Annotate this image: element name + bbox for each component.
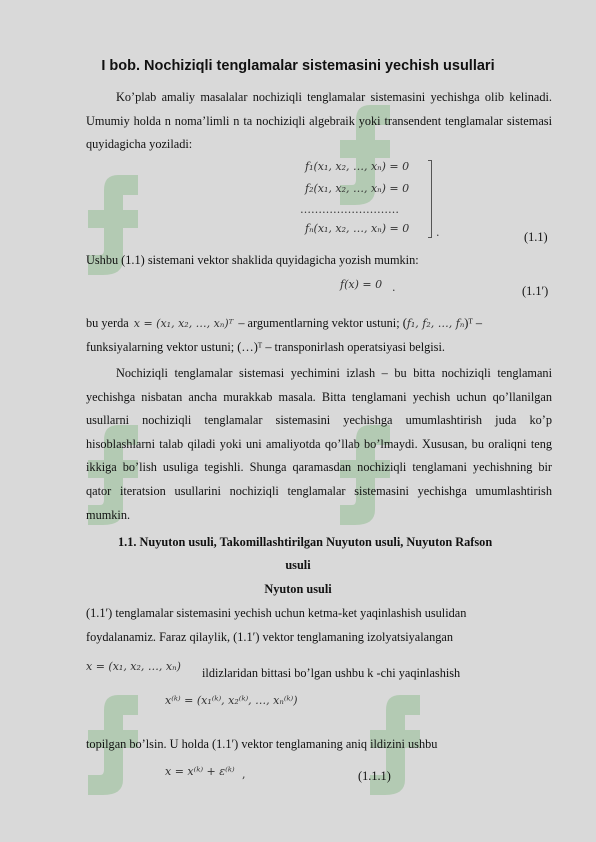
equation-row-n: fₙ(x₁, x₂, …, xₙ) = 0 (305, 222, 410, 235)
definition-line (86, 316, 482, 331)
equation-number: (1.1) (524, 230, 548, 244)
chapter-title: I bob. Nochiziqli tenglamalar sistemasini yechish usullari (101, 58, 495, 74)
paragraph-newton-1: (1.1′) tenglamalar sistemasini yechish uchun ketma-ket yaqinlashish usulidan (86, 606, 467, 620)
exact-root-formula: x = x⁽ᵏ⁾ + ε⁽ᵏ⁾ (165, 765, 235, 778)
definition-prefix: bu yerda (86, 316, 129, 330)
equation-row-dots: ……………………… (300, 203, 399, 216)
equation-number: (1.1′) (522, 284, 549, 298)
paragraph-newton-3: ildizlaridan bittasi bo’lgan ushbu k -chi yaqinlashish (202, 666, 461, 680)
vector-equation: f(x) = 0 (340, 278, 383, 291)
vector-f-formula: f₁, f₂, …, fₙ (406, 317, 465, 330)
definition-line-2: funksiyalarning vektor ustuni; (…)ᵀ – transponirlash operatsiyasi belgisi. (86, 340, 445, 354)
paragraph-newton-2: foydalanamiz. Faraz qilaylik, (1.1′) vektor tenglamaning izolyatsiyalangan (86, 630, 454, 644)
formula-comma: , (242, 768, 246, 781)
system-brace (428, 160, 432, 238)
definition-suffix: )ᵀ – (464, 316, 483, 330)
equation-dot: . (436, 226, 440, 239)
equation-number: (1.1.1) (358, 769, 391, 783)
subsection-title: Nyuton usuli (264, 582, 332, 596)
paragraph-intro: Ko’plab amaliy masalalar nochiziqli tenglamalar sistemasini yechishga olib kelinadi. Umumiy holda n noma’limli n ta nochiziqli algebraik yoki transendent tenglamalar sistemasi quyidagicha yoziladi: (86, 90, 552, 152)
paragraph-vector-form: Ushbu (1.1) sistemani vektor shaklida quyidagicha yozish mumkin: (86, 253, 419, 267)
section-heading-cont: usuli (285, 558, 311, 572)
vector-equation-dot: . (392, 281, 396, 294)
definition-mid: – argumentlarning vektor ustuni; ( (238, 316, 407, 330)
paragraph-methods: Nochiziqli tenglamalar sistemasi yechimini izlash – bu bitta nochiziqli tenglamani yechishga nisbatan ancha murakkab masala. Bitta tenglamani yechish uchun qo’llanilgan usullarni nochiziqli tenglamalar sistemasini yechishga umumlashtirish juda ko’p hisoblashlarni talab qiladi yoki uni amaliyotda qo’llab bo’lmaydi. Xususan, bu oraliqni teng ikkiga bo’lish usuliga tegishli. Shunga qaramasdan nochiziqli tenglamani yechishning bir qator iteratsion usullarini nochiziqli tenglamalar sistemasini yechishga umumlashtirish mumkin. (86, 366, 552, 522)
section-heading: 1.1. Nuyuton usuli, Takomillashtirilgan Nuyuton usuli, Nuyuton Rafson (118, 535, 493, 549)
paragraph-exact-root: topilgan bo’lsin. U holda (1.1′) vektor tenglamaning aniq ildizini ushbu (86, 737, 438, 751)
equation-row-1: f₁(x₁, x₂, …, xₙ) = 0 (305, 160, 410, 173)
equation-row-2: f₂(x₁, x₂, …, xₙ) = 0 (305, 182, 410, 195)
root-vector-formula: x = (x₁, x₂, …, xₙ) (86, 660, 181, 673)
vector-x-formula: x = (x₁, x₂, …, xₙ)ᵀ (133, 317, 234, 330)
approximation-formula: x⁽ᵏ⁾ = (x₁⁽ᵏ⁾, x₂⁽ᵏ⁾, …, xₙ⁽ᵏ⁾) (165, 694, 298, 707)
